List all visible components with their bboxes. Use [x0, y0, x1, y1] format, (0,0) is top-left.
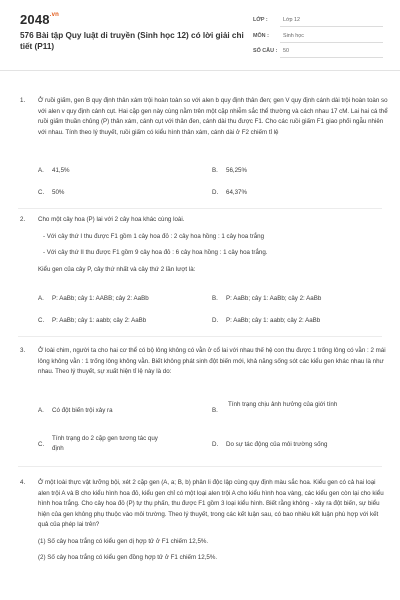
question-text: Ở loài chim, người ta cho hai cơ thể có bộ lông không có vằn ở cổ lai với nhau thế hệ con thu được 1 trống lông có vằn : 2 mái lông không vằn : 1 trống lông không vằn. Biết không phát sinh đột biến mới, khả năng sống sót các kiểu gen khác nhau là như nhau. Theo lý thuyết, sự xuất hiện tỉ lệ này là do: [38, 347, 386, 375]
option-text: P: AaBb; cây 1: aabb; cây 2: AaBb [226, 317, 321, 324]
option-text: 50% [52, 189, 65, 196]
question-number: 4. [20, 479, 26, 486]
option-letter: B. [212, 295, 218, 302]
question-text: Ở một loài thực vật lưỡng bội, xét 2 cặp gen (A, a; B, b) phân li độc lập cùng quy định màu sắc hoa. Kiểu gen có cả hai loại alen trội A và B cho kiểu hình hoa đỏ, kiểu gen chỉ có một loại alen trội A cho kiểu hình hoa vàng, các kiểu gen còn lại cho kiểu hình hoa trắng. Cho cây hoa đỏ (P) tự thụ phấn, thu được F1 gồm 3 loại kiểu hình. Biết rằng không - xảy ra đột biến, sự biểu hiện của gen không phụ thuộc vào môi trường. Theo lý thuyết, trong các kết luận sau, có bao nhiêu kết luận phù hợp với kết quả của phép lai trên? [38, 479, 384, 528]
logo-suffix: .vn [49, 12, 60, 18]
logo-text: 2048 [20, 12, 50, 27]
answer-option-c[interactable] [38, 188, 64, 198]
option-letter: B. [212, 407, 218, 414]
question-1 [18, 96, 388, 138]
meta-row-count [253, 45, 383, 58]
meta-label: SỐ CÂU : [253, 48, 278, 54]
question-4 [18, 478, 388, 564]
option-text: 64,37% [226, 189, 247, 196]
option-letter: A. [38, 407, 44, 414]
meta-value: Lớp 12 [283, 17, 301, 23]
page-header [0, 0, 400, 71]
option-text: Tính trạng chịu ảnh hưởng của giới tính [228, 401, 338, 408]
meta-row-grade [253, 14, 383, 27]
question-ask: Kiểu gen của cây P, cây thứ nhất và cây thứ 2 lần lượt là: [38, 265, 196, 273]
option-text: 41,5% [52, 167, 70, 174]
meta-value: 50 [283, 48, 289, 54]
option-letter: A. [38, 167, 44, 174]
question-text: Ở ruồi giấm, gen B quy định thân xám trội hoàn toàn so với alen b quy định thân đen; gen V quy định cánh dài trội hoàn toàn so với alen v quy định cánh cụt. Hai cặp gen này cùng nằm trên một cặp nhiễm sắc thể thường và cách nhau 17 cM. Lai hai cá thể ruồi giấm thuần chủng (P) thân xám, cánh cụt với thân đen, cánh dài thu được F1. Cho các ruồi giấm F1 giao phối ngẫu nhiên với nhau. Tính theo lý thuyết, ruồi giấm có kiểu hình thân xám, cánh dài ở F2 chiếm tỉ lệ [38, 97, 388, 136]
option-letter: C. [38, 317, 45, 324]
option-letter: D. [212, 189, 219, 196]
meta-label: MÔN : [253, 33, 269, 39]
question-line: - Với cây thứ II thu được F1 gồm 9 cây hoa đỏ : 6 cây hoa hồng : 1 cây hoa trắng. [43, 249, 268, 256]
divider [18, 208, 382, 209]
meta-label: LỚP : [253, 17, 268, 23]
question-number: 1. [20, 97, 26, 104]
answer-option-d[interactable] [212, 440, 327, 450]
answer-option-d[interactable] [212, 316, 320, 326]
divider [18, 466, 382, 467]
question-line: - Với cây thứ I thu được F1 gồm 1 cây hoa đỏ : 2 cây hoa hồng : 1 cây hoa trắng [43, 232, 265, 240]
answer-option-d[interactable] [212, 188, 247, 198]
option-letter: D. [212, 441, 219, 448]
question-number: 2. [20, 216, 26, 223]
meta-row-subject [253, 30, 383, 43]
option-text: P: AaBb; cây 1: aabb; cây 2: AaBb [52, 317, 147, 324]
option-text: P: AaBb; cây 1: AaBb; cây 2: AaBb [226, 295, 322, 302]
meta-value: Sinh học [283, 33, 304, 39]
answer-option-b[interactable] [212, 294, 321, 304]
answer-option-b[interactable] [212, 166, 247, 176]
question-2 [18, 215, 388, 275]
option-letter: C. [38, 441, 45, 448]
option-text: Do sự tác động của môi trường sống [226, 441, 328, 448]
option-text: Tính trạng do 2 cặp gen tương tác quy định [52, 435, 158, 452]
option-letter: A. [38, 295, 44, 302]
question-text: Cho một cây hoa (P) lai với 2 cây hoa khác cùng loài. [38, 216, 185, 223]
option-letter: D. [212, 317, 219, 324]
question-3 [18, 346, 388, 378]
question-number: 3. [20, 347, 26, 354]
answer-option-a[interactable] [38, 294, 149, 304]
site-logo[interactable] [20, 12, 59, 27]
answer-option-a[interactable] [38, 166, 70, 176]
answer-option-c[interactable] [38, 316, 146, 326]
option-letter: C. [38, 189, 45, 196]
document-title: 576 Bài tập Quy luật di truyền (Sinh học 12) có lời giải chi tiết (P11) [20, 31, 244, 51]
option-text: 56,25% [226, 167, 247, 174]
question-line: (2) Số cây hoa trắng có kiểu gen đồng hợp tử ở F1 chiếm 12,5%. [38, 554, 218, 561]
question-line: (1) Số cây hoa trắng có kiểu gen dị hợp tử ở F1 chiếm 12,5%. [38, 537, 209, 545]
option-letter: B. [212, 167, 218, 174]
option-text: Có đột biến trội xảy ra [52, 407, 113, 414]
divider [18, 336, 382, 337]
answer-option-a[interactable] [38, 406, 113, 416]
option-text: P: AaBb; cây 1: AABB; cây 2: AaBb [52, 295, 149, 302]
